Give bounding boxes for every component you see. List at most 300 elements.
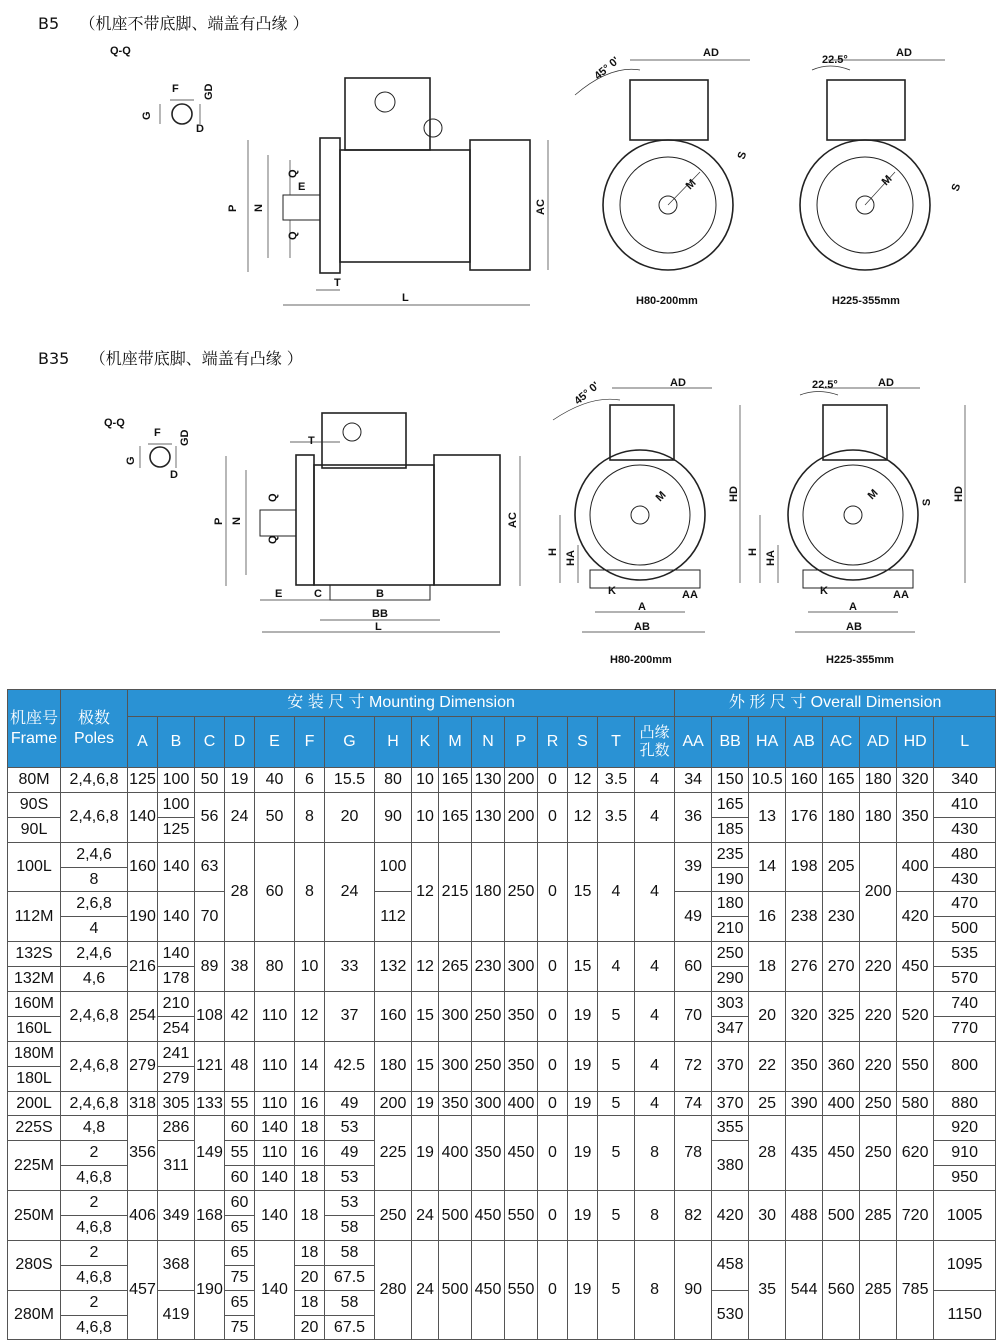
table-cell: 65 (225, 1240, 255, 1265)
table-cell: 419 (158, 1290, 195, 1340)
table-cell: 2,4,6,8 (61, 1091, 128, 1116)
table-cell: 34 (675, 768, 712, 793)
table-cell: 4 (598, 842, 635, 942)
table-cell: 4 (635, 992, 675, 1042)
table-cell: 18 (295, 1116, 325, 1141)
table-cell: 140 (255, 1166, 295, 1191)
table-cell: 303 (712, 992, 749, 1017)
table-cell: 70 (675, 992, 712, 1042)
svg-text:H: H (547, 548, 559, 556)
table-cell: 190 (195, 1240, 225, 1340)
table-cell: 279 (158, 1066, 195, 1091)
col-header: R (538, 717, 568, 768)
table-cell: 370 (712, 1091, 749, 1116)
table-cell: 250 (860, 1091, 897, 1116)
svg-text:Q: Q (287, 231, 299, 240)
table-cell: 176 (786, 792, 823, 842)
table-cell: 220 (860, 942, 897, 992)
svg-text:HD: HD (728, 486, 740, 502)
table-cell: 4 (635, 1041, 675, 1091)
table-cell: 180 (860, 768, 897, 793)
table-cell: 16 (295, 1091, 325, 1116)
table-cell: 19 (412, 1116, 439, 1191)
table-cell: 450 (472, 1191, 505, 1241)
table-cell: 168 (195, 1191, 225, 1241)
table-cell: 350 (439, 1091, 472, 1116)
table-cell: 0 (538, 792, 568, 842)
svg-text:S: S (949, 182, 964, 194)
table-cell: 200 (505, 792, 538, 842)
svg-text:45° 0': 45° 0' (592, 54, 622, 83)
table-cell: 280 (375, 1240, 412, 1340)
table-cell: 350 (786, 1041, 823, 1091)
table-cell: 270 (823, 942, 860, 992)
table-cell: 4 (635, 942, 675, 992)
col-header: BB (712, 717, 749, 768)
table-cell: 1150 (934, 1290, 996, 1340)
svg-text:Q: Q (267, 535, 279, 544)
table-cell: 24 (412, 1240, 439, 1340)
overall-header: 外 形 尺 寸 Overall Dimension (675, 690, 996, 717)
svg-text:Q-Q: Q-Q (104, 417, 125, 429)
table-cell: 28 (749, 1116, 786, 1191)
table-cell: 53 (325, 1166, 375, 1191)
table-cell: 19 (412, 1091, 439, 1116)
table-cell: 40 (255, 768, 295, 793)
table-cell: 3.5 (598, 792, 635, 842)
table-cell: 80 (255, 942, 295, 992)
table-cell: 325 (823, 992, 860, 1042)
table-cell: 112M (8, 892, 61, 942)
table-cell: 0 (538, 1191, 568, 1241)
table-cell: 20 (295, 1265, 325, 1290)
table-cell: 2,4,6,8 (61, 768, 128, 793)
table-cell: 14 (749, 842, 786, 892)
svg-text:K: K (820, 585, 828, 597)
table-cell: 180M (8, 1041, 61, 1066)
table-cell: 60 (225, 1191, 255, 1216)
table-cell: 2 (61, 1240, 128, 1265)
svg-text:H80-200mm: H80-200mm (636, 295, 698, 307)
table-cell: 13 (749, 792, 786, 842)
svg-text:22.5°: 22.5° (822, 54, 848, 66)
svg-text:AC: AC (507, 512, 519, 528)
table-cell: 785 (897, 1240, 934, 1340)
table-cell: 420 (897, 892, 934, 942)
table-cell: 121 (195, 1041, 225, 1091)
table-cell: 430 (934, 867, 996, 892)
table-cell: 320 (786, 992, 823, 1042)
table-cell: 238 (786, 892, 823, 942)
table-cell: 49 (675, 892, 712, 942)
table-cell: 15.5 (325, 768, 375, 793)
svg-text:M: M (653, 489, 669, 505)
table-cell: 20 (749, 992, 786, 1042)
table-cell: 25 (749, 1091, 786, 1116)
table-cell: 4 (61, 917, 128, 942)
table-cell: 19 (568, 1091, 598, 1116)
svg-text:F: F (154, 427, 161, 439)
table-cell: 205 (823, 842, 860, 892)
table-cell: 60 (225, 1166, 255, 1191)
table-cell: 8 (295, 792, 325, 842)
table-row (8, 1191, 996, 1216)
table-cell: 160L (8, 1016, 61, 1041)
table-cell: 265 (439, 942, 472, 992)
table-cell: 198 (786, 842, 823, 892)
table-cell: 225 (375, 1116, 412, 1191)
svg-text:L: L (402, 292, 409, 304)
table-cell: 910 (934, 1141, 996, 1166)
b5-front-view-h80 (575, 47, 750, 307)
table-cell: 60 (225, 1116, 255, 1141)
table-cell: 5 (598, 1116, 635, 1191)
table-cell: 3.5 (598, 768, 635, 793)
table-cell: 570 (934, 967, 996, 992)
table-cell: 280S (8, 1240, 61, 1290)
table-cell: 49 (325, 1141, 375, 1166)
col-header: D (225, 717, 255, 768)
table-cell: 8 (635, 1116, 675, 1191)
table-cell: 0 (538, 1116, 568, 1191)
table-cell: 90 (675, 1240, 712, 1340)
svg-text:N: N (231, 517, 243, 525)
table-cell: 1005 (934, 1191, 996, 1241)
table-cell: 75 (225, 1265, 255, 1290)
table-cell: 49 (325, 1091, 375, 1116)
svg-text:P: P (213, 517, 225, 525)
table-cell: 16 (749, 892, 786, 942)
table-cell: 53 (325, 1116, 375, 1141)
table-cell: 220 (860, 1041, 897, 1091)
table-cell: 58 (325, 1216, 375, 1241)
table-cell: 225M (8, 1141, 61, 1191)
svg-text:G: G (141, 111, 153, 120)
table-cell: 550 (505, 1240, 538, 1340)
svg-text:A: A (638, 601, 646, 613)
table-cell: 15 (568, 842, 598, 942)
table-cell: 12 (295, 992, 325, 1042)
table-cell: 36 (675, 792, 712, 842)
table-cell: 140 (158, 892, 195, 942)
table-cell: 60 (255, 842, 295, 942)
table-cell: 67.5 (325, 1265, 375, 1290)
table-cell: 300 (439, 1041, 472, 1091)
table-cell: 880 (934, 1091, 996, 1116)
table-cell: 2,4,6,8 (61, 792, 128, 842)
table-cell: 488 (786, 1191, 823, 1241)
table-cell: 620 (897, 1116, 934, 1191)
table-cell: 920 (934, 1116, 996, 1141)
table-row (8, 1041, 996, 1066)
table-cell: 82 (675, 1191, 712, 1241)
table-row (8, 792, 996, 817)
table-cell: 165 (823, 768, 860, 793)
table-cell: 470 (934, 892, 996, 917)
table-cell: 2,4,6,8 (61, 992, 128, 1042)
table-cell: 250 (472, 992, 505, 1042)
table-cell: 37 (325, 992, 375, 1042)
mounting-header: 安 装 尺 寸 Mounting Dimension (128, 690, 675, 717)
table-cell: 185 (712, 817, 749, 842)
table-cell: 200 (375, 1091, 412, 1116)
table-cell: 544 (786, 1240, 823, 1340)
table-cell: 740 (934, 992, 996, 1017)
table-cell: 350 (505, 992, 538, 1042)
svg-text:S: S (735, 150, 750, 162)
table-cell: 190 (128, 892, 158, 942)
table-cell: 90L (8, 817, 61, 842)
table-cell: 38 (225, 942, 255, 992)
svg-text:E: E (298, 181, 306, 193)
table-cell: 254 (128, 992, 158, 1042)
table-cell: 220 (860, 992, 897, 1042)
table-cell: 22 (749, 1041, 786, 1091)
table-cell: 410 (934, 792, 996, 817)
table-cell: 24 (325, 842, 375, 942)
table-cell: 75 (225, 1315, 255, 1340)
table-cell: 235 (712, 842, 749, 867)
table-cell: 90S (8, 792, 61, 817)
table-cell: 39 (675, 842, 712, 892)
col-header: AC (823, 717, 860, 768)
table-cell: 74 (675, 1091, 712, 1116)
svg-text:T: T (308, 435, 315, 447)
svg-text:AD: AD (703, 47, 719, 59)
table-cell: 0 (538, 1240, 568, 1340)
table-cell: 132M (8, 967, 61, 992)
table-cell: 56 (195, 792, 225, 842)
table-cell: 230 (472, 942, 505, 992)
col-header: G (325, 717, 375, 768)
table-cell: 8 (61, 867, 128, 892)
svg-text:GD: GD (203, 83, 215, 100)
table-cell: 2 (61, 1141, 128, 1166)
table-cell: 347 (712, 1016, 749, 1041)
table-cell: 80M (8, 768, 61, 793)
table-cell: 450 (472, 1240, 505, 1340)
table-cell: 200L (8, 1091, 61, 1116)
table-cell: 12 (412, 942, 439, 992)
table-cell: 4 (598, 942, 635, 992)
table-cell: 250 (712, 942, 749, 967)
table-cell: 216 (128, 942, 158, 992)
svg-text:Q-Q: Q-Q (110, 45, 131, 57)
svg-text:22.5°: 22.5° (812, 379, 838, 391)
col-header: P (505, 717, 538, 768)
table-cell: 70 (195, 892, 225, 942)
table-cell: 2,4,6,8 (61, 1041, 128, 1091)
svg-text:AB: AB (846, 621, 862, 633)
col-header: K (412, 717, 439, 768)
table-cell: 230 (823, 892, 860, 942)
table-cell: 535 (934, 942, 996, 967)
table-cell: 16 (295, 1141, 325, 1166)
svg-text:AD: AD (896, 47, 912, 59)
svg-text:P: P (227, 204, 239, 212)
table-cell: 10 (295, 942, 325, 992)
svg-text:BB: BB (372, 608, 388, 620)
table-cell: 19 (568, 1041, 598, 1091)
table-cell: 72 (675, 1041, 712, 1091)
table-cell: 457 (128, 1240, 158, 1340)
table-cell: 20 (325, 792, 375, 842)
svg-text:L: L (375, 621, 382, 633)
table-cell: 140 (255, 1116, 295, 1141)
table-cell: 4 (635, 1091, 675, 1116)
table-cell: 4 (635, 768, 675, 793)
col-header: B (158, 717, 195, 768)
table-cell: 140 (128, 792, 158, 842)
table-cell: 349 (158, 1191, 195, 1241)
table-cell: 550 (505, 1191, 538, 1241)
table-cell: 950 (934, 1166, 996, 1191)
table-cell: 35 (749, 1240, 786, 1340)
table-cell: 2,6,8 (61, 892, 128, 917)
b35-front-view-h225 (747, 377, 965, 666)
table-cell: 0 (538, 1041, 568, 1091)
table-cell: 4,6,8 (61, 1265, 128, 1290)
svg-text:D: D (170, 469, 178, 481)
table-cell: 770 (934, 1016, 996, 1041)
table-cell: 400 (897, 842, 934, 892)
table-cell: 112 (375, 892, 412, 942)
table-row (8, 1116, 996, 1141)
table-cell: 19 (568, 1191, 598, 1241)
table-cell: 165 (712, 792, 749, 817)
table-cell: 19 (568, 1240, 598, 1340)
table-cell: 406 (128, 1191, 158, 1241)
table-cell: 150 (712, 768, 749, 793)
table-cell: 0 (538, 768, 568, 793)
table-cell: 1095 (934, 1240, 996, 1290)
svg-text:H80-200mm: H80-200mm (610, 654, 672, 666)
table-cell: 6 (295, 768, 325, 793)
table-cell: 4,8 (61, 1116, 128, 1141)
table-cell: 210 (158, 992, 195, 1017)
table-cell: 4,6,8 (61, 1315, 128, 1340)
table-cell: 290 (712, 967, 749, 992)
table-row (8, 992, 996, 1017)
svg-text:E: E (275, 588, 283, 600)
b5-side-view (227, 78, 548, 305)
table-cell: 276 (786, 942, 823, 992)
table-cell: 133 (195, 1091, 225, 1116)
table-cell: 8 (635, 1240, 675, 1340)
table-row (8, 1240, 996, 1265)
table-cell: 160 (128, 842, 158, 892)
table-cell: 132S (8, 942, 61, 967)
table-cell: 19 (568, 992, 598, 1042)
svg-text:GD: GD (179, 429, 191, 446)
table-cell: 355 (712, 1116, 749, 1141)
col-header: S (568, 717, 598, 768)
table-cell: 285 (860, 1240, 897, 1340)
svg-text:Q: Q (267, 493, 279, 502)
table-cell: 100 (158, 792, 195, 817)
svg-text:AD: AD (878, 377, 894, 389)
frame-header: 机座号 Frame (8, 690, 61, 768)
col-header: N (472, 717, 505, 768)
col-header: 凸缘孔数 (635, 717, 675, 768)
table-cell: 400 (823, 1091, 860, 1116)
table-cell: 15 (568, 942, 598, 992)
svg-text:Q: Q (287, 169, 299, 178)
table-cell: 140 (158, 942, 195, 967)
table-cell: 0 (538, 1091, 568, 1116)
table-cell: 48 (225, 1041, 255, 1091)
table-cell: 250 (375, 1191, 412, 1241)
table-cell: 0 (538, 842, 568, 942)
table-row (8, 942, 996, 967)
col-header: H (375, 717, 412, 768)
svg-text:N: N (253, 204, 265, 212)
b5-shaft-section (110, 45, 215, 135)
table-cell: 18 (295, 1191, 325, 1241)
table-cell: 500 (934, 917, 996, 942)
table-cell: 165 (439, 768, 472, 793)
svg-text:AD: AD (670, 377, 686, 389)
table-cell: 560 (823, 1240, 860, 1340)
table-cell: 140 (255, 1240, 295, 1340)
table-cell: 15 (412, 1041, 439, 1091)
col-header: HD (897, 717, 934, 768)
table-cell: 125 (128, 768, 158, 793)
table-cell: 125 (158, 817, 195, 842)
table-cell: 550 (897, 1041, 934, 1091)
section-b5-title: B5 （机座不带底脚、端盖有凸缘 ） (38, 14, 309, 33)
table-cell: 4,6 (61, 967, 128, 992)
table-cell: 580 (897, 1091, 934, 1116)
svg-text:F: F (172, 83, 179, 95)
table-cell: 65 (225, 1216, 255, 1241)
svg-text:H225-355mm: H225-355mm (826, 654, 894, 666)
svg-text:S: S (921, 498, 933, 506)
table-cell: 58 (325, 1290, 375, 1315)
svg-text:HA: HA (565, 550, 577, 566)
table-cell: 190 (712, 867, 749, 892)
table-cell: 400 (505, 1091, 538, 1116)
table-cell: 63 (195, 842, 225, 892)
table-cell: 28 (225, 842, 255, 942)
b35-front-view-h80 (547, 377, 740, 666)
table-cell: 50 (195, 768, 225, 793)
svg-text:AA: AA (893, 589, 909, 601)
table-cell: 215 (439, 842, 472, 942)
table-cell: 285 (860, 1191, 897, 1241)
table-cell: 800 (934, 1041, 996, 1091)
table-cell: 80 (375, 768, 412, 793)
table-cell: 78 (675, 1116, 712, 1191)
table-cell: 110 (255, 992, 295, 1042)
table-cell: 5 (598, 1041, 635, 1091)
table-cell: 4 (635, 792, 675, 842)
table-cell: 100 (375, 842, 412, 892)
b5-front-view-h225 (800, 47, 963, 307)
table-cell: 14 (295, 1041, 325, 1091)
svg-text:AB: AB (634, 621, 650, 633)
table-cell: 360 (823, 1041, 860, 1091)
svg-text:T: T (334, 277, 341, 289)
col-header: E (255, 717, 295, 768)
table-cell: 530 (712, 1290, 749, 1340)
svg-text:M: M (879, 173, 895, 189)
table-cell: 4,6,8 (61, 1216, 128, 1241)
b35-side-view (213, 413, 520, 633)
table-cell: 18 (295, 1290, 325, 1315)
table-cell: 67.5 (325, 1315, 375, 1340)
poles-header: 极数 Poles (61, 690, 128, 768)
